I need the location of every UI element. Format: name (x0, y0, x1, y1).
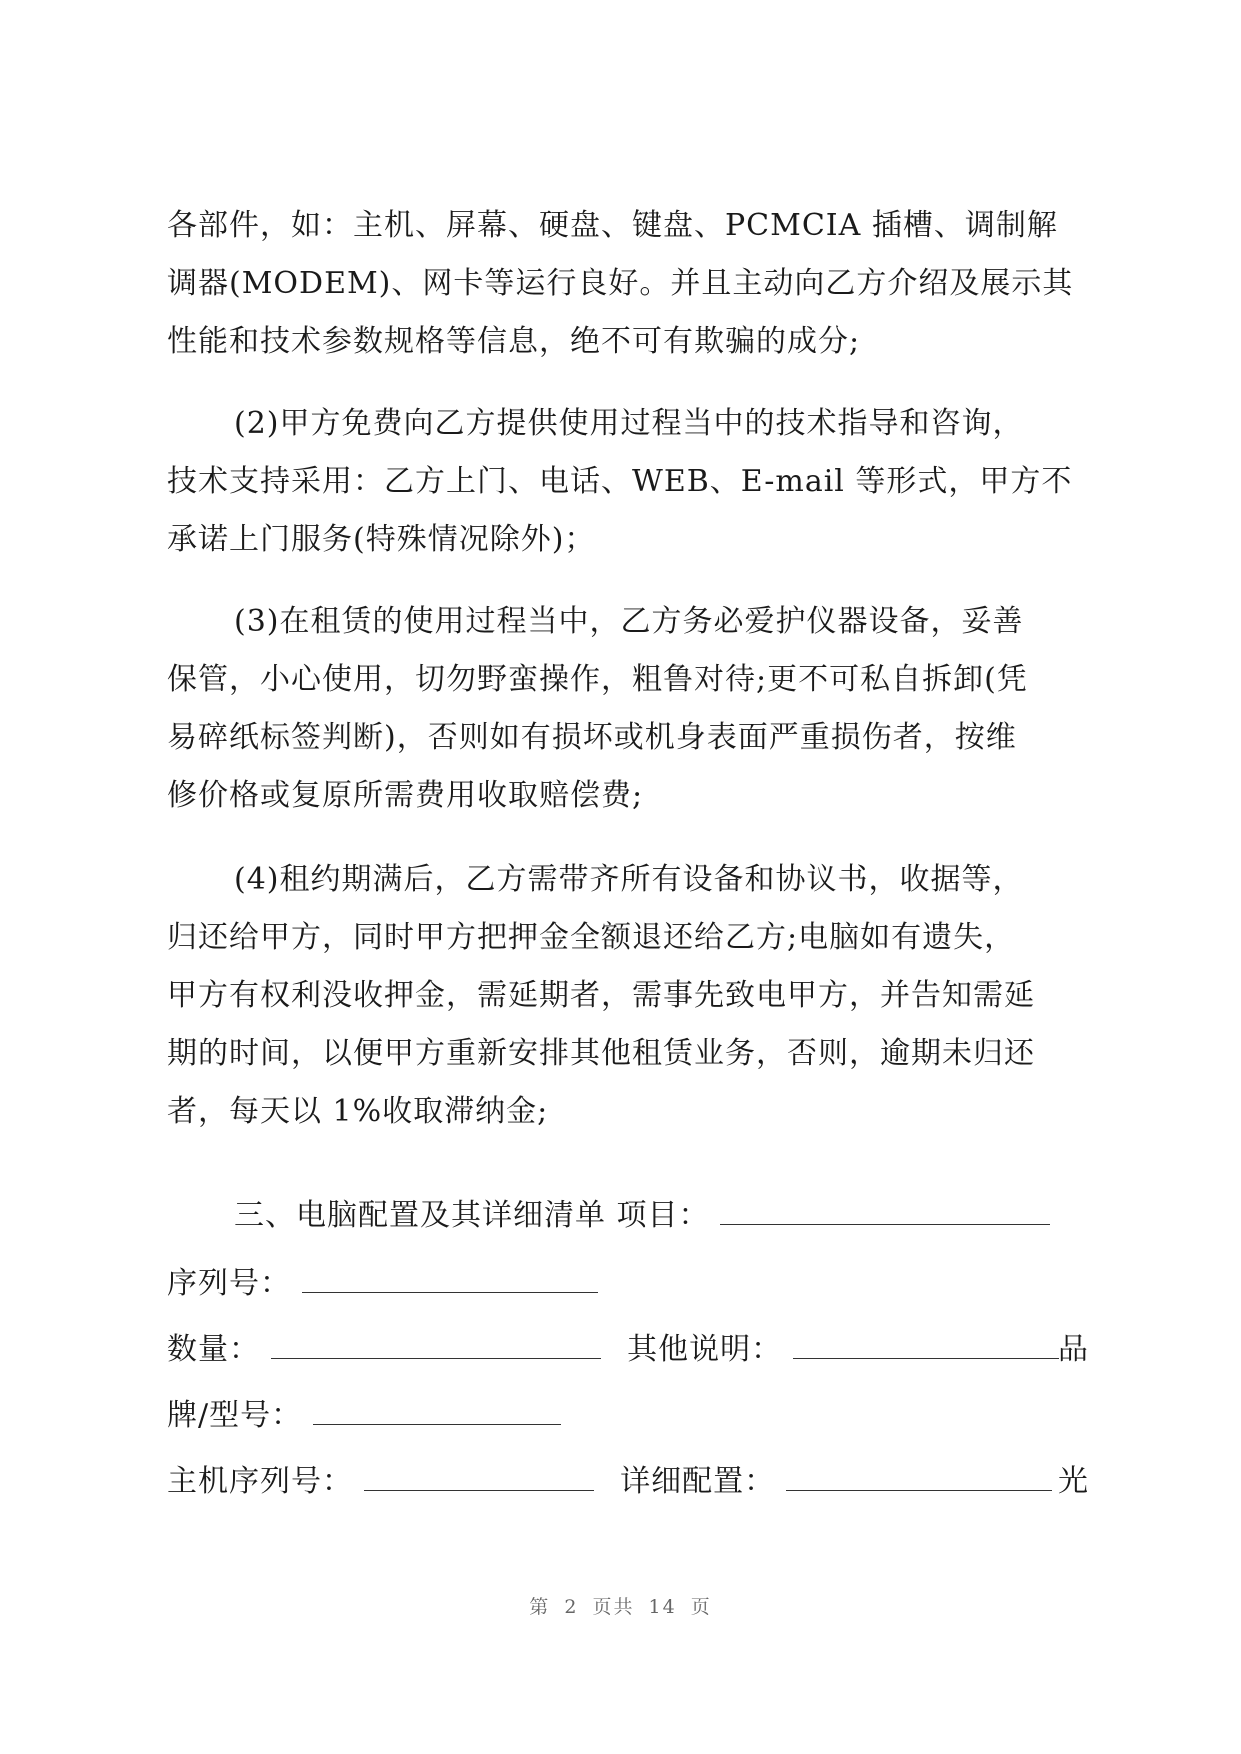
brand-row (167, 1396, 561, 1436)
text-line: (3)在租赁的使用过程当中，乙方务必爱护仪器设备，妥善 (234, 604, 1024, 639)
host-serial-blank (364, 1464, 594, 1491)
optical-prefix: 光 (1058, 1464, 1089, 1499)
page-footer: 第 2 页共 14 页 (529, 1596, 712, 1618)
brand-label: 牌/型号： (167, 1398, 303, 1433)
serial-row (167, 1264, 598, 1304)
section-heading (234, 1196, 1050, 1236)
brand-blank (313, 1398, 561, 1425)
brand-prefix: 品 (1058, 1332, 1089, 1367)
detail-config-label: 详细配置： (620, 1464, 776, 1499)
serial-label: 序列号： (167, 1266, 291, 1301)
text-line: 修价格或复原所需费用收取赔偿费; (167, 778, 644, 813)
text-line: (2)甲方免费向乙方提供使用过程当中的技术指导和咨询， (234, 406, 1024, 441)
detail-config-blank (786, 1464, 1052, 1491)
text-line: 各部件，如：主机、屏幕、硬盘、键盘、PCMCIA 插槽、调制解 (167, 208, 1058, 243)
quantity-blank (271, 1332, 601, 1359)
host-serial-label: 主机序列号： (167, 1464, 353, 1499)
host-serial-row (167, 1462, 1089, 1502)
text-line: (4)租约期满后，乙方需带齐所有设备和协议书，收据等， (234, 862, 1024, 897)
text-line: 保管，小心使用，切勿野蛮操作，粗鲁对待;更不可私自拆卸(凭 (167, 662, 1028, 697)
serial-blank (302, 1266, 598, 1293)
text-line: 甲方有权利没收押金，需延期者，需事先致电甲方，并告知需延 (167, 978, 1035, 1013)
text-line: 承诺上门服务(特殊情况除外)； (167, 522, 596, 557)
text-line: 易碎纸标签判断)，否则如有损坏或机身表面严重损伤者，按维 (167, 720, 1017, 755)
text-line: 者，每天以 1%收取滞纳金; (167, 1094, 549, 1129)
text-line: 调器(MODEM)、网卡等运行良好。并且主动向乙方介绍及展示其 (167, 266, 1074, 301)
project-blank (720, 1198, 1050, 1225)
other-notes-blank (793, 1332, 1059, 1359)
text-line: 归还给甲方，同时甲方把押金全额退还给乙方;电脑如有遗失， (167, 920, 1016, 955)
quantity-row (167, 1330, 1089, 1370)
text-line: 技术支持采用：乙方上门、电话、WEB、E-mail 等形式，甲方不 (167, 464, 1073, 499)
other-notes-label: 其他说明： (627, 1332, 783, 1367)
section-3-heading: 三、电脑配置及其详细清单 项目： (234, 1198, 710, 1233)
quantity-label: 数量： (167, 1332, 260, 1367)
text-line: 性能和技术参数规格等信息，绝不可有欺骗的成分; (167, 324, 861, 359)
text-line: 期的时间，以便甲方重新安排其他租赁业务，否则，逾期未归还 (167, 1036, 1035, 1071)
